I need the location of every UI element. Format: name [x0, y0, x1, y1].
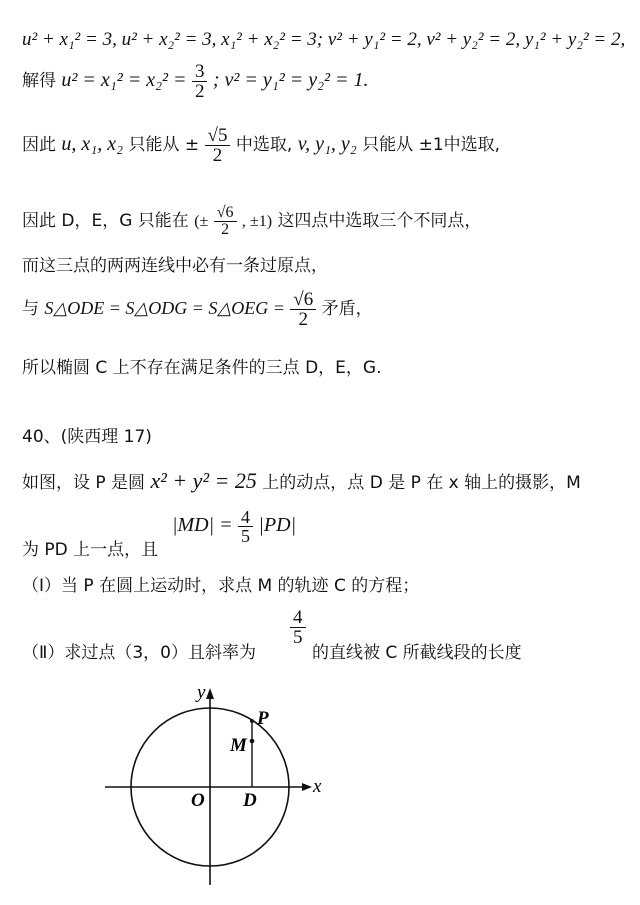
problem-intro-c: 为 PD 上一点，且: [22, 540, 159, 560]
conclusion-line: 所以椭圆 C 上不存在满足条件的三点 D，E，G.: [22, 358, 382, 378]
label-y: y: [197, 682, 206, 703]
part-two-a: （Ⅱ）求过点（3，0）且斜率为: [22, 643, 256, 663]
points-suffix: 这四点中选取三个不同点，: [277, 211, 482, 231]
solve-line: [22, 62, 369, 101]
part-two-b: 的直线被 C 所截线段的长度: [312, 643, 522, 663]
problem-heading: 40、(陕西理 17): [22, 427, 152, 447]
intro-b: 上的动点，点 D 是 P 在 x 轴上的摄影，M: [262, 473, 581, 493]
points-prefix: 因此 D，E，G 只能在: [22, 211, 189, 231]
coord-open: (±: [194, 213, 209, 230]
contra-suffix: 矛盾，: [321, 299, 373, 319]
fraction-root6-over-2b: [290, 290, 316, 329]
y-axis-arrow-icon: [206, 688, 214, 699]
circle-equation: x² + y² = 25: [150, 468, 257, 493]
points-line: [22, 205, 481, 238]
frac-num: √5: [205, 126, 231, 146]
frac-den: 2: [298, 309, 308, 330]
fraction-three-halves: [192, 62, 208, 101]
contradiction-line: [22, 290, 373, 329]
frac-num: √6: [214, 205, 237, 222]
fraction-slope: [290, 608, 306, 647]
part-one: （Ⅰ）当 P 在圆上运动时，求点 M 的轨迹 C 的方程；: [22, 576, 420, 596]
select-prefix: 因此: [22, 135, 56, 155]
label-o: O: [191, 790, 205, 811]
frac-den: 5: [293, 627, 303, 648]
frac-num: 3: [192, 62, 208, 82]
label-x: x: [313, 776, 322, 797]
origin-line: 而这三点的两两连线中必有一条过原点，: [22, 256, 328, 276]
select-vars-1: u, x₁, x₂: [61, 133, 124, 155]
label-d: D: [243, 790, 257, 811]
frac-num: 4: [238, 508, 253, 527]
equation-line-1: [22, 30, 625, 49]
select-mid-3: 只能从 ±1中选取,: [362, 135, 501, 155]
x-axis-arrow-icon: [302, 783, 312, 791]
solve-rhs: ; v² = y₁² = y₂² = 1.: [212, 69, 369, 91]
point-m: [250, 739, 255, 744]
frac-num: √6: [290, 290, 316, 310]
contra-expr: S△ODE = S△ODG = S△OEG =: [44, 298, 285, 318]
point-p: [250, 719, 254, 723]
md-equation: [172, 508, 296, 545]
md-rhs: |PD|: [258, 514, 297, 536]
problem-intro-line: [22, 470, 581, 492]
select-line: [22, 126, 500, 165]
circle-curve: [131, 708, 289, 866]
fraction-four-fifths: [238, 508, 253, 545]
frac-den: 5: [241, 526, 251, 546]
coord-close: , ±1): [241, 213, 273, 230]
equation-text: u² + x₁² = 3, u² + x₂² = 3, x₁² + x₂² = 3; v² + y₁² = 2, v² + y₂² = 2, y₁² + y₂² = 2,: [22, 29, 626, 50]
frac-num: 4: [290, 608, 306, 628]
contra-prefix: 与: [22, 299, 39, 319]
solve-lhs: u² = x₁² = x₂² =: [61, 69, 187, 91]
part-two-fraction: [290, 608, 306, 647]
label-m: M: [230, 735, 247, 756]
solve-prefix: 解得: [22, 71, 56, 91]
md-lhs: |MD| =: [172, 514, 233, 536]
fraction-root5-over-2: [205, 126, 231, 165]
fraction-root6-over-2: [214, 205, 237, 238]
frac-den: 2: [221, 221, 230, 238]
select-mid-1: 只能从 ±: [128, 135, 200, 155]
intro-a: 如图，设 P 是圆: [22, 473, 146, 493]
frac-den: 2: [194, 81, 205, 102]
select-mid-2: 中选取,: [235, 135, 293, 155]
frac-den: 2: [212, 145, 223, 166]
label-p: P: [257, 708, 269, 729]
select-vars-2: v, y₁, y₂: [297, 133, 357, 155]
